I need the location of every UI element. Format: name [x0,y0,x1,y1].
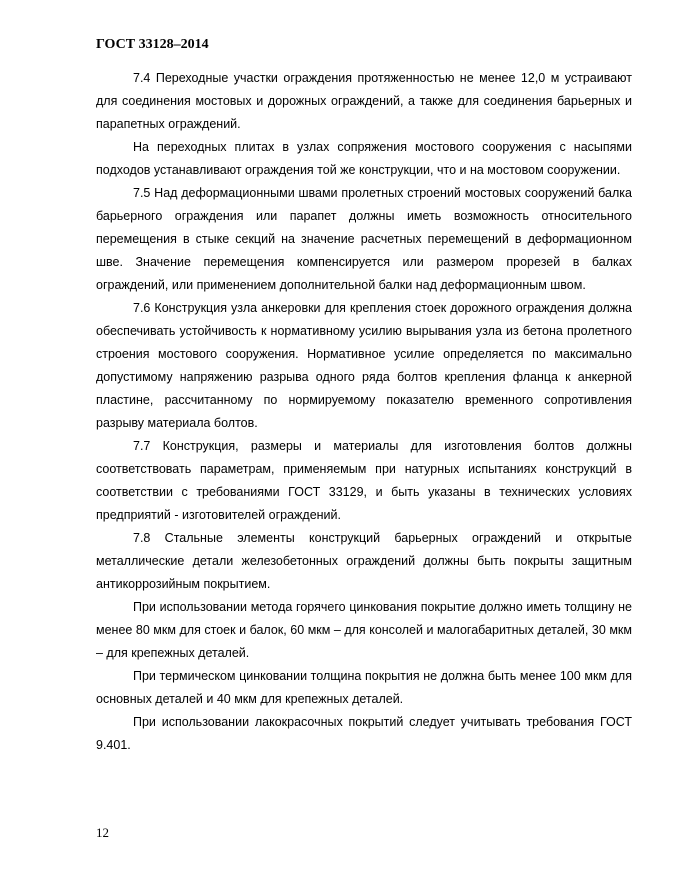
paragraph-7-6: 7.6 Конструкция узла анкеровки для крепления стоек дорожного ограждения должна обеспечивать устойчивость к нормативному усилию вырывания узла из бетона пролетного строения мостового сооружения. Нормативное усилие определяется по максимально допустимому напряжению разрыва одного ряда болтов крепления фланца к анкерной пластине, рассчитанному по нормируемому показателю временного сопротивления разрыву материала болтов. [96,301,632,430]
document-body [96,67,632,757]
paragraph-7-4: 7.4 Переходные участки ограждения протяженностью не менее 12,0 м устраивают для соединения мостовых и дорожных ограждений, а также для соединения барьерных и парапетных ограждений. [96,71,632,131]
paragraph-7-8-hot-galvanizing: При использовании метода горячего цинкования покрытие должно иметь толщину не менее 80 мкм для стоек и балок, 60 мкм – для консолей и малогабаритных деталей, 30 мкм – для крепежных деталей. [96,600,632,660]
page-number: 12 [96,825,109,840]
paragraph-7-8: 7.8 Стальные элементы конструкций барьерных ограждений и открытые металлические детали железобетонных ограждений должны быть покрыты защитным антикоррозийным покрытием. [96,531,632,591]
paragraph-7-8-paint-coatings: При использовании лакокрасочных покрытий следует учитывать требования ГОСТ 9.401. [96,715,632,752]
document-header: ГОСТ 33128–2014 [96,37,209,52]
paragraph-7-7: 7.7 Конструкция, размеры и материалы для изготовления болтов должны соответствовать параметрам, применяемым при натурных испытаниях конструкций в соответствии с требованиями ГОСТ 33129, и быть указаны в технических условиях предприятий - изготовителей ограждений. [96,439,632,522]
paragraph-7-5: 7.5 Над деформационными швами пролетных строений мостовых сооружений балка барьерного ограждения или парапет должны иметь возможность относительного перемещения в стыке секций на значение расчетных перемещений в деформационном шве. Значение перемещения компенсируется или размером прорезей в балках ограждений, или применением дополнительной балки над деформационным швом. [96,186,632,292]
paragraph-7-8-thermal-galvanizing: При термическом цинковании толщина покрытия не должна быть менее 100 мкм для основных деталей и 40 мкм для крепежных деталей. [96,669,632,706]
paragraph-7-4-transition-plates: На переходных плитах в узлах сопряжения мостового сооружения с насыпями подходов устанавливают ограждения той же конструкции, что и на мостовом сооружении. [96,140,632,177]
